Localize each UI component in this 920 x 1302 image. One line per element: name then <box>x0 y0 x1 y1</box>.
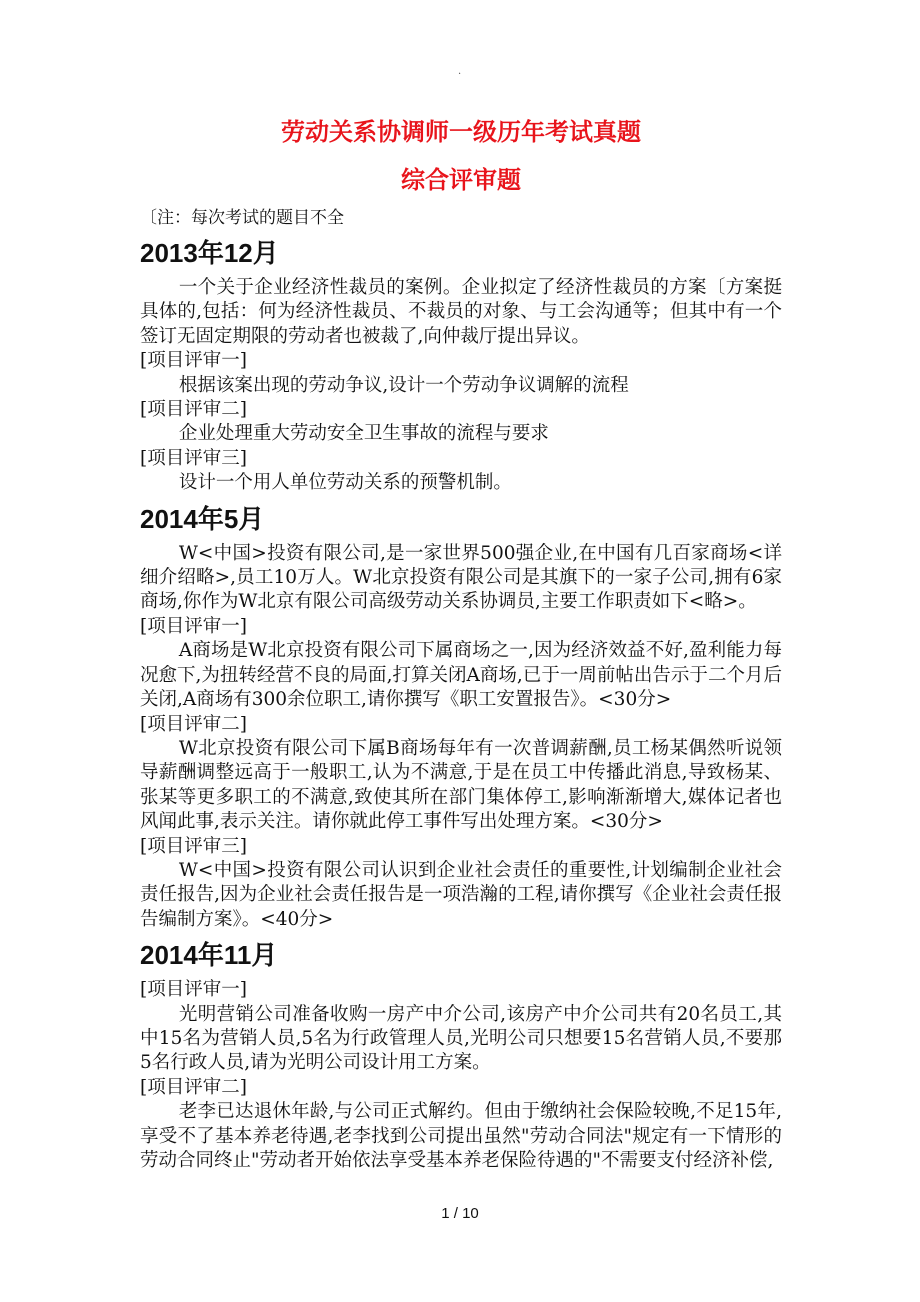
item-text: 根据该案出现的劳动争议,设计一个劳动争议调解的流程 <box>178 374 629 396</box>
item-label: [项目评审二] <box>140 1076 247 1098</box>
section-heading: 2014年11月 <box>140 940 278 971</box>
item-text: 光明营销公司准备收购一房产中介公司,该房产中介公司共有20名员工,其中15名为营销人员,5名为行政管理人员,光明公司只想要15名营销人员,不要那5名行政人员,请为光明公司设计用工方案。 <box>140 1003 782 1074</box>
header-mark: . <box>458 66 462 77</box>
item-text: W<中国>投资有限公司认识到企业社会责任的重要性,计划编制企业社会责任报告,因为企业社会责任报告是一项浩瀚的工程,请你撰写《企业社会责任报告编制方案》。<40分> <box>140 859 782 930</box>
document-body <box>140 116 782 1173</box>
item-label: [项目评审一] <box>140 979 247 1001</box>
item-label: [项目评审一] <box>140 350 247 372</box>
item-text: 企业处理重大劳动安全卫生事故的流程与要求 <box>178 423 549 445</box>
section-2014-05 <box>140 502 782 933</box>
note: 〔注：每次考试的题目不全 <box>140 208 344 228</box>
item-text: A商场是W北京投资有限公司下属商场之一,因为经济效益不好,盈利能力每况愈下,为扭转经营不良的局面,打算关闭A商场,已于一周前帖出告示于二个月后关闭,A商场有300余位职工,请你撰写《职工安置报告》。<30分> <box>140 640 782 711</box>
section-2014-11 <box>140 938 782 1173</box>
case-intro: W<中国>投资有限公司,是一家世界500强企业,在中国有几百家商场<详细介绍略>,员工10万人。W北京投资有限公司是其旗下的一家子公司,拥有6家商场,你作为W北京有限公司高级劳动关系协调员,主要工作职责如下<略>。 <box>140 542 782 613</box>
case-intro: 一个关于企业经济性裁员的案例。企业拟定了经济性裁员的方案〔方案挺具体的,包括：何为经济性裁员、不裁员的对象、与工会沟通等；但其中有一个签订无固定期限的劳动者也被裁了,向仲裁厅提出异议。 <box>140 277 782 347</box>
document-subtitle: 综合评审题 <box>401 166 521 194</box>
item-text: W北京投资有限公司下属B商场每年有一次普调薪酬,员工杨某偶然听说领导薪酬调整远高于一般职工,认为不满意,于是在员工中传播此消息,导致杨某、张某等更多职工的不满意,致使其所在部门集体停工,影响渐渐增大,媒体记者也风闻此事,表示关注。请你就此停工事件写出处理方案。<30分> <box>140 737 782 833</box>
item-label: [项目评审三] <box>140 835 247 857</box>
item-label: [项目评审二] <box>140 713 247 735</box>
item-text: 设计一个用人单位劳动关系的预警机制。 <box>178 472 512 494</box>
section-heading: 2013年12月 <box>140 238 279 268</box>
document-title: 劳动关系协调师一级历年考试真题 <box>281 118 641 146</box>
item-label: [项目评审一] <box>140 615 247 637</box>
section-2013-12 <box>140 236 782 496</box>
section-heading: 2014年5月 <box>140 503 265 534</box>
page-number: 1 / 10 <box>441 1205 479 1222</box>
item-label: [项目评审二] <box>140 399 247 421</box>
item-text: 老李已达退休年龄,与公司正式解约。但由于缴纳社会保险较晚,不足15年,享受不了基本养老待遇,老李找到公司提出虽然"劳动合同法"规定有一下情形的劳动合同终止"劳动者开始依法享受基本养老保险待遇的"不需要支付经济补偿, <box>140 1101 782 1171</box>
item-label: [项目评审三] <box>140 447 247 469</box>
